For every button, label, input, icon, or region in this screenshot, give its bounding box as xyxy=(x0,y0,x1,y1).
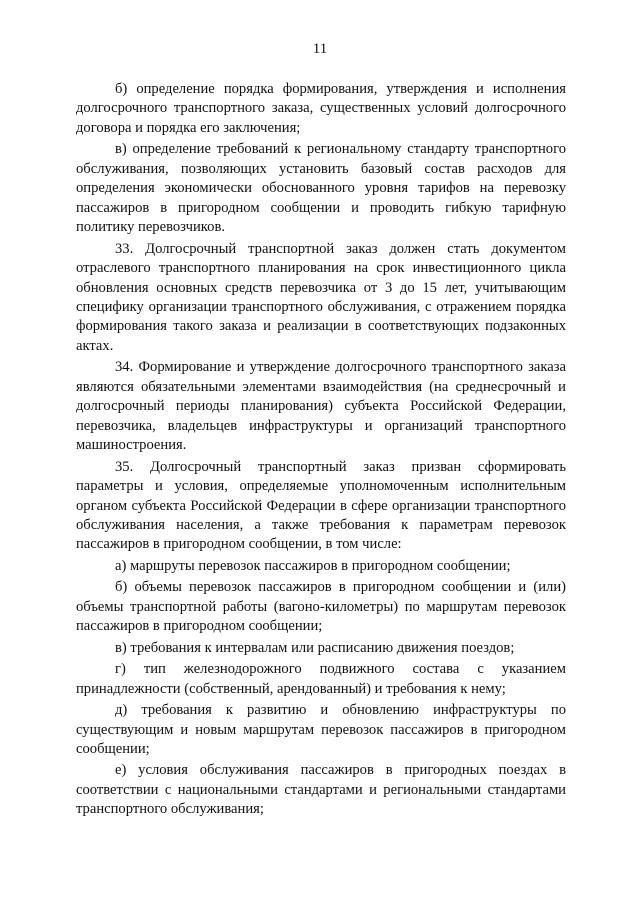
page-number: 11 xyxy=(312,41,328,57)
list-item-v-intervals: в) требования к интервалам или расписанию движения поездов; xyxy=(115,639,515,656)
paragraph-33: 33. Долгосрочный транспортной заказ должен стать документом отраслевого транспортного планирования на срок инвестиционного цикла обновления основных средств перевозчика от 3 до 15 лет, учитывающим специфику организации транспортного обслуживания, с отражением порядка формирования такого заказа и реализации в соответствующих подзаконных актах. xyxy=(76,240,566,354)
paragraph-35: 35. Долгосрочный транспортный заказ призван сформировать параметры и условия, определяемые уполномоченным исполнительным органом субъекта Российской Федерации в сфере организации транспортного обслуживания населения, а также требования к параметрам перевозок пассажиров в пригородном сообщении, в том числе: xyxy=(76,458,566,553)
list-item-a-routes: а) маршруты перевозок пассажиров в пригородном сообщении; xyxy=(115,557,511,574)
paragraph-v-requirements: в) определение требований к региональному стандарту транспортного обслуживания, позволяющих установить базовый состав расходов для определения экономически обоснованного уровня тарифов на перевозку пассажиров в пригородном сообщении и проводить гибкую тарифную политику перевозчиков. xyxy=(76,141,566,236)
list-item-g-rolling-stock: г) тип железнодорожного подвижного состава с указанием принадлежности (собственный, арендованный) и требования к нему; xyxy=(76,661,566,697)
list-item-e-service-conditions: е) условия обслуживания пассажиров в пригородных поездах в соответствии с национальными стандартами и региональными стандартами транспортного обслуживания; xyxy=(76,762,566,818)
list-item-d-infrastructure: д) требования к развитию и обновлению инфраструктуры по существующим и новым маршрутам перевозок пассажиров в пригородном сообщении; xyxy=(76,702,566,757)
paragraph-34: 34. Формирование и утверждение долгосрочного транспортного заказа являются обязательными элементами взаимодействия (на среднесрочный и долгосрочный периоды планирования) субъекта Российской Федерации, перевозчика, владельцев инфраструктуры и организаций транспортного машиностроения. xyxy=(76,359,566,454)
list-item-b-volumes: б) объемы перевозок пассажиров в пригородном сообщении и (или) объемы транспортной работы (вагоно-километры) по маршрутам перевозок пассажиров в пригородном сообщении; xyxy=(76,579,566,635)
paragraph-b-procedure: б) определение порядка формирования, утверждения и исполнения долгосрочного транспортного заказа, существенных условий долгосрочного договора и порядка его заключения; xyxy=(76,81,566,136)
document-body xyxy=(76,80,566,820)
